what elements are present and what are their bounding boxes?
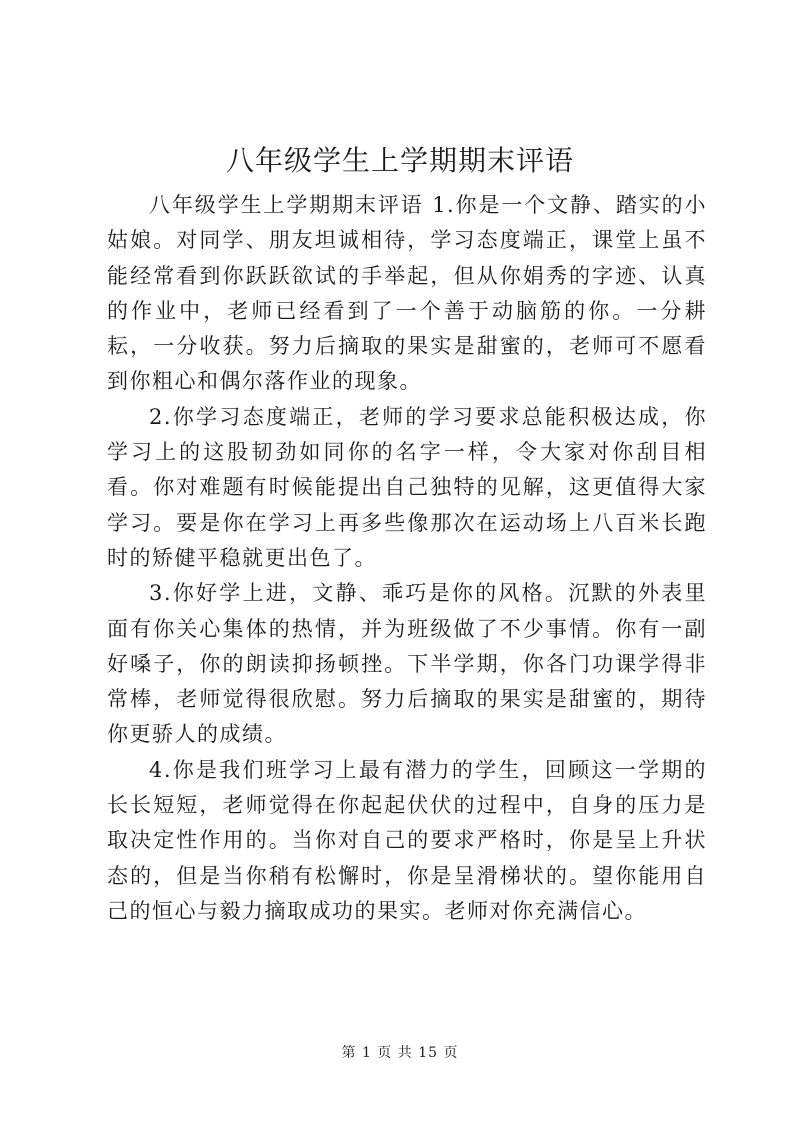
page-number-footer: 第 1 页 共 15 页 xyxy=(341,1045,459,1061)
document-title: 八年级学生上学期期末评语 xyxy=(225,144,574,177)
paragraph-3: 3.你好学上进，文静、乖巧是你的风格。沉默的外表里面有你关心集体的热情，并为班级做了不少事情。你有一副好嗓子，你的朗读抑扬顿挫。下半学期，你各门功课学得非常棒，老师觉得很欣慰。努力后摘取的果实是甜蜜的，期待你更骄人的成绩。 xyxy=(107,581,707,747)
paragraph-4: 4.你是我们班学习上最有潜力的学生，回顾这一学期的长长短短，老师觉得在你起起伏伏的过程中，自身的压力是取决定性作用的。当你对自己的要求严格时，你是呈上升状态的，但是当你稍有松懈时，你是呈滑梯状的。望你能用自己的恒心与毅力摘取成功的果实。老师对你充满信心。 xyxy=(107,757,707,923)
document-body xyxy=(107,188,707,929)
paragraph-1: 八年级学生上学期期末评语 1.你是一个文静、踏实的小姑娘。对同学、朋友坦诚相待，学习态度端正，课堂上虽不能经常看到你跃跃欲试的手举起，但从你娟秀的字迹、认真的作业中，老师已经看到了一个善于动脑筋的你。一分耕耘，一分收获。努力后摘取的果实是甜蜜的，老师可不愿看到你粗心和偶尔落作业的现象。 xyxy=(107,193,707,394)
paragraph-2: 2.你学习态度端正，老师的学习要求总能积极达成，你学习上的这股韧劲如同你的名字一样，令大家对你刮目相看。你对难题有时候能提出自己独特的见解，这更值得大家学习。要是你在学习上再多些像那次在运动场上八百米长跑时的矫健平稳就更出色了。 xyxy=(107,404,707,570)
